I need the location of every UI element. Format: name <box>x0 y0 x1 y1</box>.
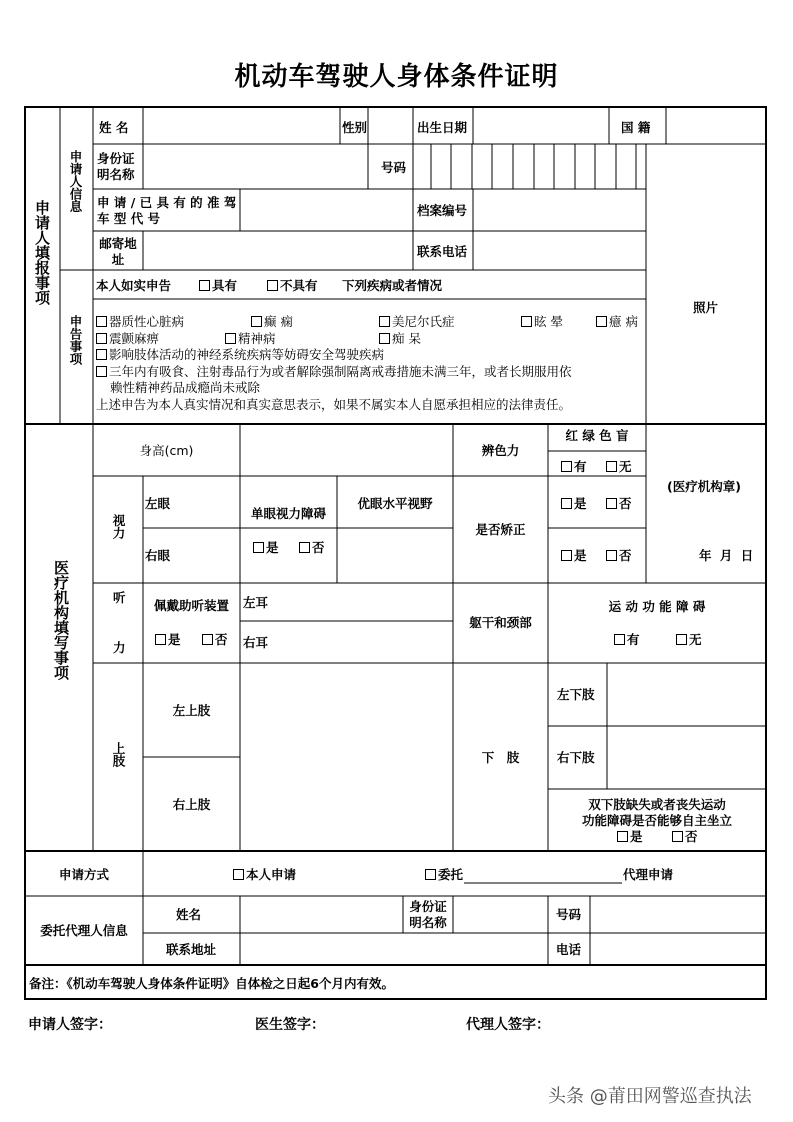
left-ear-label: 左耳 <box>243 595 269 610</box>
hearing-label-top: 听 <box>113 590 126 605</box>
mono-vision-label: 单眼视力障碍 <box>250 506 326 521</box>
mono-vision-no[interactable]: 否 <box>299 540 325 555</box>
not-have-checkbox[interactable]: 不具有 <box>267 278 318 293</box>
declaration-intro: 本人如实申告 <box>96 278 172 293</box>
checkbox-icon <box>96 349 107 360</box>
checkbox-icon <box>606 498 617 509</box>
id-document-label: 身份证明名称 <box>97 151 135 182</box>
checkbox-icon <box>379 333 390 344</box>
agent-info-label: 委托代理人信息 <box>40 923 128 938</box>
lower-loss-no[interactable]: 否 <box>672 829 698 844</box>
checkbox-icon <box>96 333 107 344</box>
right-upper-limb-label: 右上肢 <box>172 797 211 812</box>
height-label: 身高(cm) <box>139 443 194 458</box>
checkbox-icon <box>251 316 262 327</box>
medical-section-label: 医疗机构填写事项 <box>52 560 70 680</box>
contact-phone-label: 联系电话 <box>417 244 468 259</box>
checkbox-icon <box>614 634 625 645</box>
applicant-section-label: 申请人填报事项 <box>33 200 51 305</box>
name-label: 姓 名 <box>99 120 129 135</box>
checkbox-icon <box>202 634 213 645</box>
lower-loss-yes[interactable]: 是 <box>617 829 643 844</box>
checkbox-icon <box>253 542 264 553</box>
checkbox-icon <box>267 280 278 291</box>
file-number-label: 档案编号 <box>417 203 468 218</box>
hearing-aid-label: 佩戴助听装置 <box>153 598 229 613</box>
checkbox-icon <box>155 634 166 645</box>
checkbox-icon <box>561 461 572 472</box>
checkbox-icon <box>299 542 310 553</box>
left-lower-limb-label: 左下肢 <box>557 687 595 702</box>
disease-neuro[interactable]: 影响肢体活动的神经系统疾病等妨碍安全驾驶疾病 <box>96 347 384 362</box>
doctor-signature-label: 医生签字： <box>255 1017 325 1033</box>
motor-disorder-yes[interactable]: 有 <box>614 632 640 647</box>
color-vision-label: 辨色力 <box>481 443 520 458</box>
vehicle-type-label: 申 请 / 已 具 有 的 准 驾 车 型 代 号 <box>97 195 237 226</box>
right-eye-label: 右眼 <box>145 548 171 563</box>
disease-drug-cont: 赖性精神药品成瘾尚未戒除 <box>110 380 261 395</box>
checkbox-icon <box>606 461 617 472</box>
lower-loss-label-1: 双下肢缺失或者丧失运动 <box>588 797 726 812</box>
corrected-right-no[interactable]: 否 <box>606 548 632 563</box>
agent-phone-label: 电话 <box>556 942 582 957</box>
disease-tremor[interactable]: 震颤麻痹 <box>96 331 159 346</box>
lower-loss-label-2: 功能障碍是否能够自主坐立 <box>581 813 732 828</box>
agent-id-doc-label: 身份证明名称 <box>409 899 447 930</box>
checkbox-icon <box>425 869 436 880</box>
motor-disorder-no[interactable]: 无 <box>676 632 702 647</box>
disease-dementia[interactable]: 痴 呆 <box>379 331 421 346</box>
document-title: 机动车驾驶人身体条件证明 <box>234 62 559 92</box>
agent-apply-label: 代理申请 <box>623 867 674 882</box>
color-blind-yes[interactable]: 有 <box>561 459 587 474</box>
application-method-label: 申请方式 <box>58 867 109 882</box>
checkbox-icon <box>379 316 390 327</box>
agent-signature-label: 代理人签字： <box>466 1017 550 1033</box>
agent-address-label: 联系地址 <box>166 942 217 957</box>
self-apply-checkbox[interactable]: 本人申请 <box>233 867 296 882</box>
color-blind-no[interactable]: 无 <box>606 459 632 474</box>
hearing-aid-yes[interactable]: 是 <box>155 632 181 647</box>
watermark: 头条 @莆田网警巡查执法 <box>548 1086 752 1107</box>
nationality-label: 国 籍 <box>621 120 651 135</box>
vision-label: 视力 <box>111 514 126 539</box>
photo-label: 照片 <box>693 300 719 315</box>
medical-stamp-label: (医疗机构章) <box>667 479 741 494</box>
corrected-label: 是否矫正 <box>475 522 526 537</box>
right-ear-label: 右耳 <box>243 635 269 650</box>
right-lower-limb-label: 右下肢 <box>557 750 595 765</box>
left-upper-limb-label: 左上肢 <box>172 703 211 718</box>
disease-heart[interactable]: 器质性心脏病 <box>96 314 184 329</box>
trunk-neck-label: 躯干和颈部 <box>469 615 532 630</box>
corrected-left-no[interactable]: 否 <box>606 496 632 511</box>
checkbox-icon <box>561 550 572 561</box>
mailing-address-label: 邮寄地址 <box>99 236 137 267</box>
validity-note: 备注：《机动车驾驶人身体条件证明》自体检之日起6个月内有效。 <box>29 976 394 991</box>
gender-label: 性别 <box>342 120 368 135</box>
disease-vertigo[interactable]: 眩 晕 <box>521 314 563 329</box>
entrust-checkbox[interactable]: 委托 <box>425 867 463 882</box>
checkbox-icon <box>225 333 236 344</box>
declaration-tail: 下列疾病或者情况 <box>342 278 443 293</box>
checkbox-icon <box>606 550 617 561</box>
left-eye-label: 左眼 <box>145 496 171 511</box>
declaration-label: 申告事项 <box>68 315 83 365</box>
have-checkbox[interactable]: 具有 <box>199 278 237 293</box>
declaration-statement: 上述申告为本人真实情况和真实意思表示，如果不属实本人自愿承担相应的法律责任。 <box>96 397 572 412</box>
checkbox-icon <box>233 869 244 880</box>
agent-number-label: 号码 <box>556 907 582 922</box>
lower-limb-label: 下 肢 <box>481 750 520 765</box>
disease-drug[interactable]: 三年内有吸食、注射毒品行为或者解除强制隔离戒毒措施未满三年，或者长期服用依 <box>96 364 572 379</box>
corrected-left-yes[interactable]: 是 <box>561 496 587 511</box>
checkbox-icon <box>96 316 107 327</box>
disease-hysteria[interactable]: 癔 病 <box>596 314 638 329</box>
visual-field-label: 优眼水平视野 <box>357 496 433 511</box>
disease-epilepsy[interactable]: 癫 痫 <box>251 314 293 329</box>
hearing-label-bottom: 力 <box>113 640 126 655</box>
motor-disorder-label: 运 动 功 能 障 碍 <box>608 599 706 614</box>
stamp-date-label: 年 月 日 <box>699 548 756 563</box>
checkbox-icon <box>676 634 687 645</box>
agent-name-label: 姓名 <box>176 907 202 922</box>
corrected-right-yes[interactable]: 是 <box>561 548 587 563</box>
checkbox-icon <box>672 831 683 842</box>
hearing-aid-no[interactable]: 否 <box>202 632 228 647</box>
id-number-label: 号码 <box>381 160 407 175</box>
checkbox-icon <box>521 316 532 327</box>
checkbox-icon <box>617 831 628 842</box>
upper-limb-label: 上肢 <box>111 742 126 767</box>
checkbox-icon <box>561 498 572 509</box>
applicant-signature-label: 申请人签字： <box>28 1017 112 1033</box>
disease-mental[interactable]: 精神病 <box>225 331 276 346</box>
checkbox-icon <box>96 366 107 377</box>
birth-date-label: 出生日期 <box>417 120 468 135</box>
mono-vision-yes[interactable]: 是 <box>253 540 279 555</box>
disease-meniere[interactable]: 美尼尔氏症 <box>379 314 455 329</box>
applicant-info-label: 申请人信息 <box>68 150 83 213</box>
checkbox-icon <box>596 316 607 327</box>
checkbox-icon <box>199 280 210 291</box>
color-blind-label: 红 绿 色 盲 <box>565 428 629 443</box>
